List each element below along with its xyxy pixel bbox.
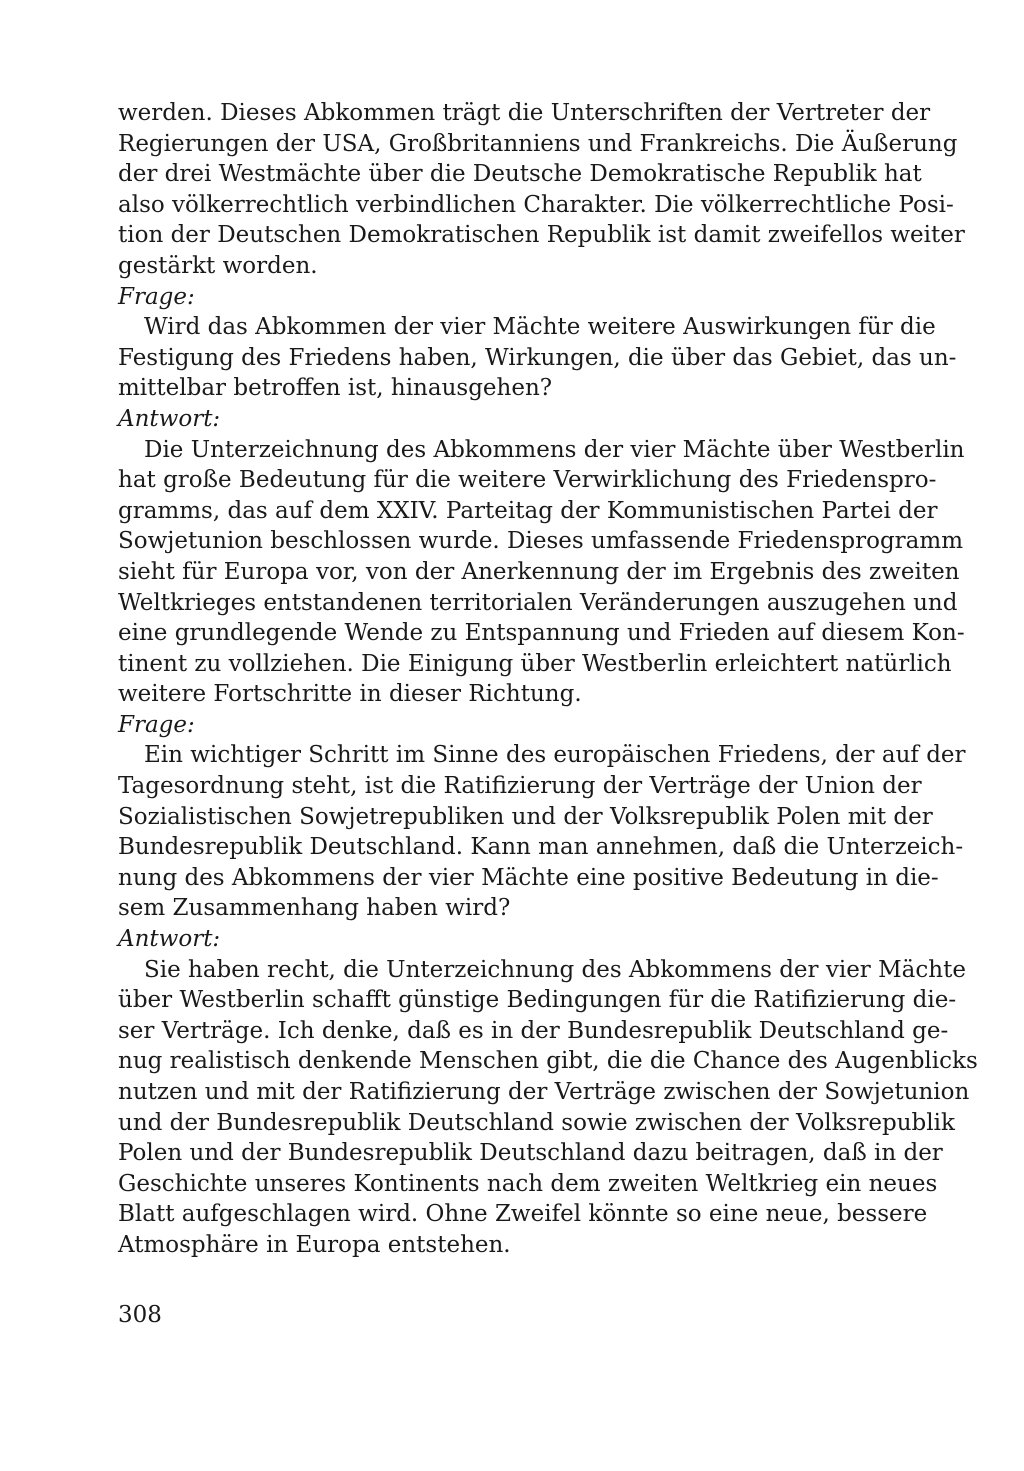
text-line: Polen und der Bundesrepublik Deutschland dazu beitragen, daß in der (118, 1140, 943, 1167)
text-line: über Westberlin schafft günstige Bedingungen für die Ratifizierung die- (118, 987, 957, 1014)
paragraph (118, 435, 965, 710)
text-line: Blatt aufgeschlagen wird. Ohne Zweifel könnte so eine neue, bessere (118, 1201, 928, 1228)
text-line: Festigung des Friedens haben, Wirkungen, die über das Gebiet, das un- (118, 344, 957, 371)
text-line: Sozialistischen Sowjetrepubliken und der Volksrepublik Polen mit der (118, 803, 933, 830)
text-line: gestärkt worden. (118, 252, 318, 279)
page-body (118, 98, 978, 1261)
text-line: Weltkrieges entstandenen territorialen Veränderungen auszugehen und (118, 589, 958, 616)
paragraph (118, 740, 966, 924)
speaker-label: Frage: (118, 283, 195, 310)
text-line: Tagesordnung steht, ist die Ratifizierung der Verträge der Union der (118, 773, 922, 800)
text-line: sem Zusammenhang haben wird? (118, 895, 511, 922)
text-line: der drei Westmächte über die Deutsche Demokratische Republik hat (118, 161, 922, 188)
text-line: ser Verträge. Ich denke, daß es in der Bundesrepublik Deutschland ge- (118, 1017, 949, 1044)
speaker-label: Frage: (118, 711, 195, 738)
text-line: eine grundlegende Wende zu Entspannung und Frieden auf diesem Kon- (118, 620, 965, 647)
text-line: Bundesrepublik Deutschland. Kann man annehmen, daß die Unterzeich- (118, 834, 964, 861)
text-line: nug realistisch denkende Menschen gibt, die die Chance des Augenblicks (118, 1048, 978, 1075)
text-line: sieht für Europa vor, von der Anerkennung der im Ergebnis des zweiten (118, 558, 960, 585)
text-line: Geschichte unseres Kontinents nach dem zweiten Weltkrieg ein neues (118, 1170, 938, 1197)
text-line: werden. Dieses Abkommen trägt die Unterschriften der Vertreter der (118, 100, 931, 126)
text-line: Regierungen der USA, Großbritanniens und Frankreichs. Die Äußerung (118, 130, 958, 157)
paragraph (118, 98, 965, 282)
speaker-label: Antwort: (118, 926, 221, 953)
paragraph (118, 955, 978, 1261)
text-line: Sie haben recht, die Unterzeichnung des Abkommens der vier Mächte (144, 956, 966, 983)
page-number: 308 (118, 1302, 162, 1328)
text-line: Die Unterzeichnung des Abkommens der vier Mächte über Westberlin (144, 436, 965, 463)
text-line: gramms, das auf dem XXIV. Parteitag der Kommunistischen Partei der (118, 497, 938, 524)
text-line: tinent zu vollziehen. Die Einigung über Westberlin erleichtert natürlich (118, 650, 952, 677)
text-line: nutzen und mit der Ratifizierung der Verträge zwischen der Sowjetunion (118, 1079, 970, 1105)
text-line: mittelbar betroffen ist, hinausgehen? (118, 375, 553, 402)
text-line: nung des Abkommens der vier Mächte eine positive Bedeutung in die- (118, 864, 939, 891)
text-line: Ein wichtiger Schritt im Sinne des europäischen Friedens, der auf der (144, 742, 966, 769)
text-line: Sowjetunion beschlossen wurde. Dieses umfassende Friedensprogramm (118, 528, 964, 555)
text-line: tion der Deutschen Demokratischen Republik ist damit zweifellos weiter (118, 222, 965, 249)
text-line: Atmosphäre in Europa entstehen. (118, 1231, 511, 1258)
text-line: und der Bundesrepublik Deutschland sowie zwischen der Volksrepublik (118, 1109, 955, 1136)
text-line: weitere Fortschritte in dieser Richtung. (118, 681, 582, 708)
text-line: also völkerrechtlich verbindlichen Charakter. Die völkerrechtliche Posi- (118, 191, 954, 218)
text-line: Wird das Abkommen der vier Mächte weitere Auswirkungen für die (144, 314, 936, 341)
speaker-label: Antwort: (118, 405, 221, 432)
text-line: hat große Bedeutung für die weitere Verwirklichung des Friedenspro- (118, 467, 937, 494)
paragraph (118, 312, 957, 404)
